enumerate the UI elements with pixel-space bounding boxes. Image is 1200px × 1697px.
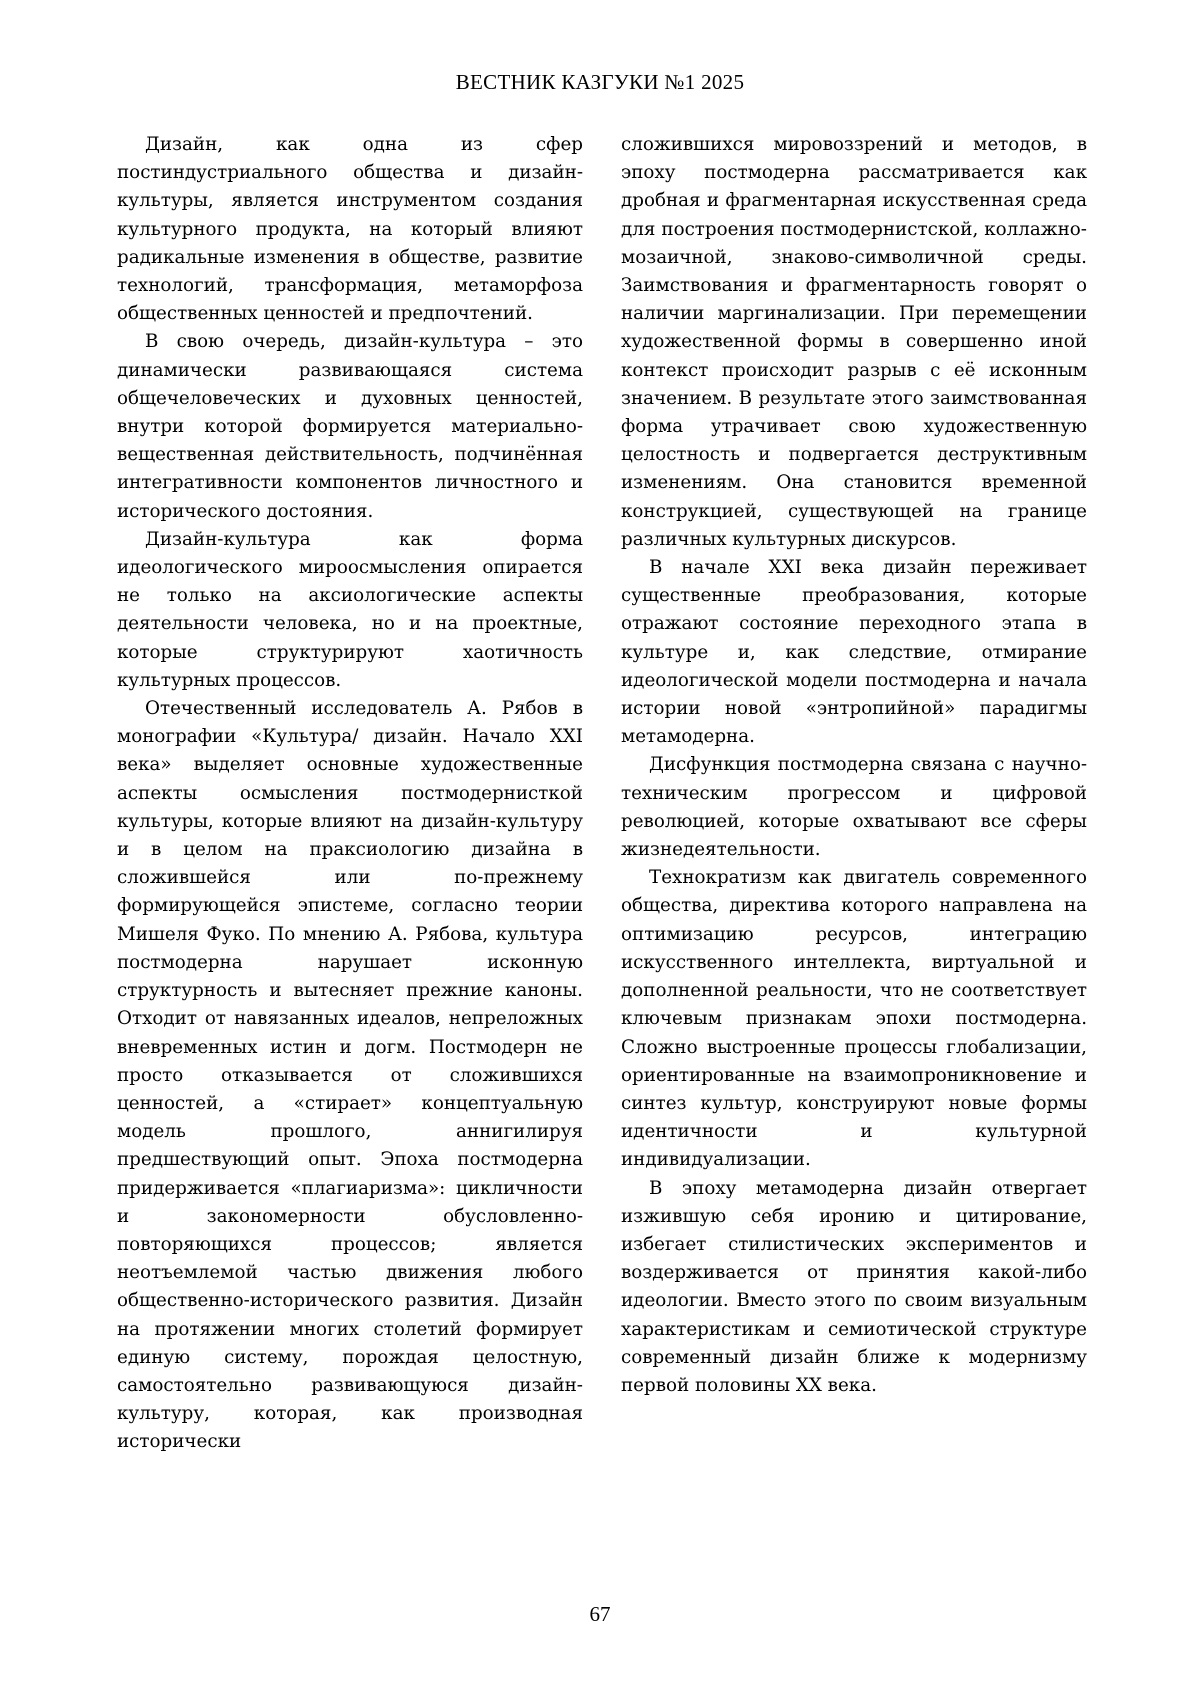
page-number: 67 <box>589 1602 611 1626</box>
right-column <box>621 131 1087 1400</box>
paragraph: В эпоху метамодерна дизайн отвергает изжившую себя иронию и цитирование, избегает стилистических экспериментов и воздерживается от принятия какой-либо идеологии. Вместо этого по своим визуальным характеристикам и семиотической структуре современный дизайн ближе к модернизму первой половины XX века. <box>621 1177 1087 1396</box>
paragraph: Дизайн-культура как форма идеологического мироосмысления опирается не только на аксиологические аспекты деятельности человека, но и на проектные, которые структурируют хаотичность культурных процессов. <box>117 528 583 691</box>
paragraph: В начале XXI века дизайн переживает существенные преобразования, которые отражают состояние переходного этапа в культуре и, как следствие, отмирание идеологической модели постмодерна и начала истории новой «энтропийной» парадигмы метамодерна. <box>621 557 1087 748</box>
paragraph: Дизайн, как одна из сфер постиндустриального общества и дизайн-культуры, является инструментом создания культурного продукта, на который влияют радикальные изменения в обществе, развитие технологий, трансформация, метаморфоза общественных ценностей и предпочтений. <box>117 134 583 325</box>
journal-header: ВЕСТНИК КАЗГУКИ №1 2025 <box>455 70 745 94</box>
paragraph: Технократизм как двигатель современного общества, директива которого направлена на оптимизацию ресурсов, интеграцию искусственного интеллекта, виртуальной и дополненной реальности, что не соответствует ключевым признакам эпохи постмодерна. Сложно выстроенные процессы глобализации, ориентированные на взаимопроникновение и синтез культур, конструируют новые формы идентичности и культурной индивидуализации. <box>621 867 1087 1171</box>
paragraph-continuation: сложившихся мировоззрений и методов, в эпоху постмодерна рассматривается как дробная и фрагментарная искусственная среда для построения постмодернистской, коллажно-мозаичной, знаково-символичной среды. Заимствования и фрагментарность говорят о наличии маргинализации. При перемещении художественной формы в совершенно иной контекст происходит разрыв с её исконным значением. В результате этого заимствованная форма утрачивает свою художественную целостность и подвергается деструктивным изменениям. Она становится временной конструкцией, существующей на границе различных культурных дискурсов. <box>621 134 1087 550</box>
paragraph: Отечественный исследователь А. Рябов в монографии «Культура/ дизайн. Начало XXI века» выделяет основные художественные аспекты осмысления постмодернисткой культуры, которые влияют на дизайн-культуру и в целом на праксиологию дизайна в сложившейся или по-прежнему формирующейся эпистеме, согласно теории Мишеля Фуко. По мнению А. Рябова, культура постмодерна нарушает исконную структурность и вытесняет прежние каноны. Отходит от навязанных идеалов, непреложных вневременных истин и догм. Постмодерн не просто отказывается от сложившихся ценностей, а «стирает» концептуальную модель прошлого, аннигилируя предшествующий опыт. Эпоха постмодерна придерживается «плагиаризма»: цикличности и закономерности обусловленно-повторяющихся процессов; является неотъемлемой частью движения любого общественно-исторического развития. Дизайн на протяжении многих столетий формирует единую систему, порождая целостную, самостоятельно развивающуюся дизайн-культуру, которая, как производная исторически <box>117 698 583 1453</box>
paragraph: В свою очередь, дизайн-культура – это динамически развивающаяся система общечеловеческих и духовных ценностей, внутри которой формируется материально-вещественная действительность, подчинённая интегративности компонентов личностного и исторического достояния. <box>117 331 583 522</box>
left-column <box>117 131 583 1457</box>
paragraph: Дисфункция постмодерна связана с научно-техническим прогрессом и цифровой революцией, которые охватывают все сферы жизнедеятельности. <box>621 754 1087 861</box>
